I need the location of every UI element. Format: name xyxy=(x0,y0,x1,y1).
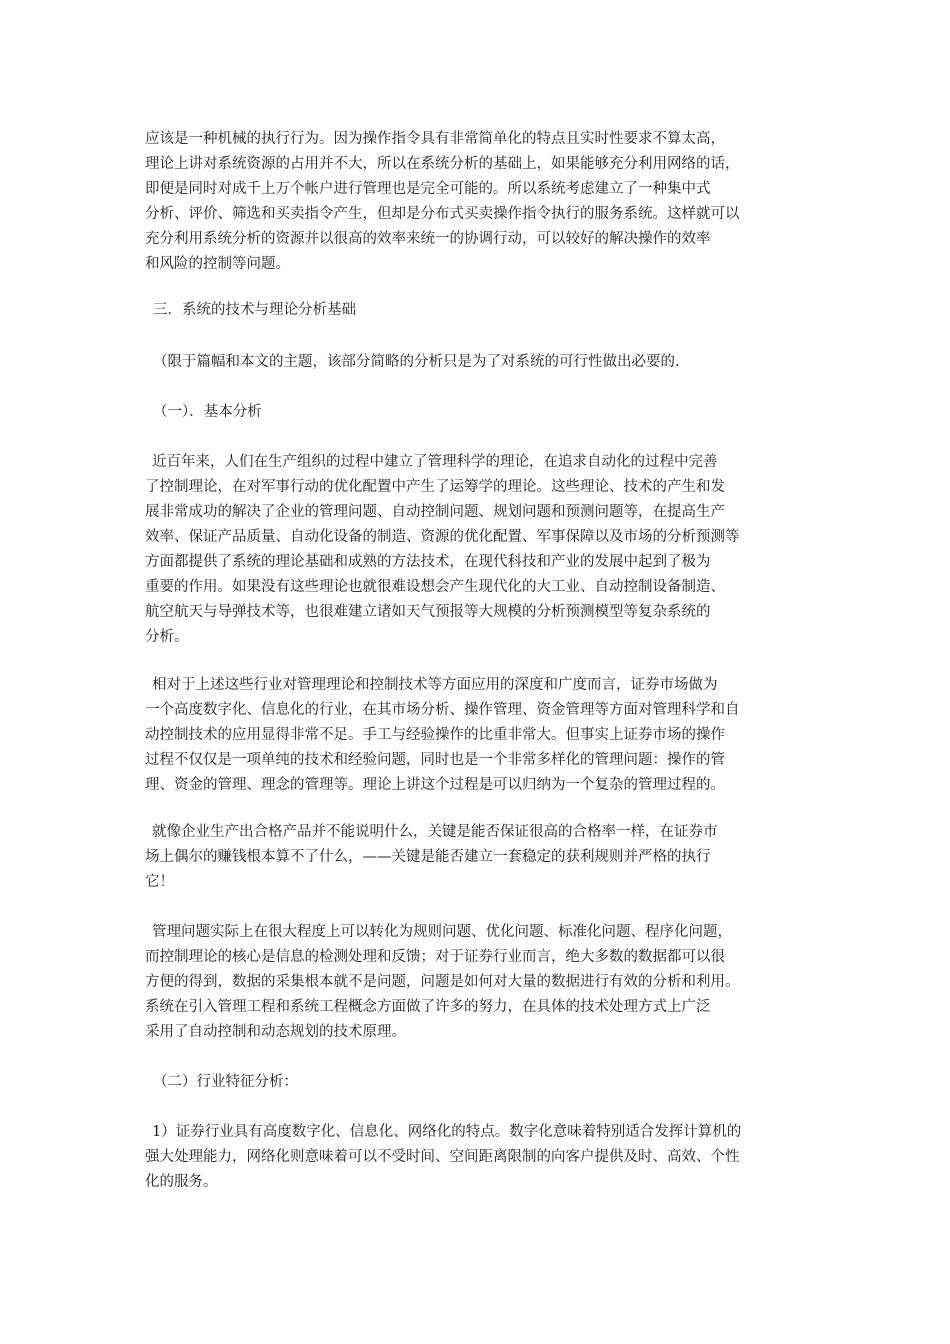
text-line: 即便是同时对成千上万个帐户进行管理也是完全可能的。所以系统考虑建立了一种集中式 xyxy=(145,181,711,197)
text-line: 一个高度数字化、信息化的行业，在其市场分析、操作管理、资金管理等方面对管理科学和自 xyxy=(145,702,740,718)
section-heading xyxy=(145,298,828,323)
text-line: 充分利用系统分析的资源并以很高的效率来统一的协调行动，可以较好的解决操作的效率 xyxy=(145,231,711,247)
text-line: 系统在引入管理工程和系统工程概念方面做了许多的努力，在具体的技术处理方式上广泛 xyxy=(145,999,711,1015)
text-line: 分析、评价、筛选和买卖指令产生，但却是分布式买卖操作指令执行的服务系统。这样就可以 xyxy=(145,206,740,222)
text-line: 效率、保证产品质量、自动化设备的制造、资源的优化配置、军事保障以及市场的分析预测等 xyxy=(145,529,740,545)
text-line: 理、资金的管理、理念的管理等。理论上讲这个过程是可以归纳为一个复杂的管理过程的。 xyxy=(145,777,725,793)
text-line: 近百年来，人们在生产组织的过程中建立了管理科学的理论，在追求自动化的过程中完善 xyxy=(152,454,718,470)
heading-text: （一）．基本分析 xyxy=(153,404,262,420)
text-line: 化的服务。 xyxy=(145,1174,218,1190)
text-line: 应该是一种机械的执行行为。因为操作指令具有非常简单化的特点且实时性要求不算太高， xyxy=(145,131,725,147)
text-line: 过程不仅仅是一项单纯的技术和经验问题，同时也是一个非常多样化的管理问题：操作的管 xyxy=(145,752,725,768)
analogy-paragraph xyxy=(145,820,820,895)
text-line: 展非常成功的解决了企业的管理问题、自动控制问题、规划问题和预测问题等，在提高生产 xyxy=(145,504,725,520)
intro-paragraph xyxy=(145,127,820,277)
subsection-heading xyxy=(145,1070,828,1095)
text-line: （限于篇幅和本文的主题，该部分简略的分析只是为了对系统的可行性做出必要的. xyxy=(153,354,680,370)
text-line: 重要的作用。如果没有这些理论也就很难设想会产生现代化的大工业、自动控制设备制造、 xyxy=(145,579,725,595)
text-line: 而控制理论的核心是信息的检测处理和反馈；对于证券行业而言，绝大多数的数据都可以很 xyxy=(145,949,725,965)
text-line: 了控制理论，在对军事行动的优化配置中产生了运筹学的理论。这些理论、技术的产生和发 xyxy=(145,479,725,495)
text-line: 理论上讲对系统资源的占用并不大，所以在系统分析的基础上，如果能够充分利用网络的话， xyxy=(145,156,740,172)
text-line: 它！ xyxy=(145,874,174,890)
securities-market-paragraph xyxy=(145,673,820,798)
text-line: 管理问题实际上在很大程度上可以转化为规则问题、优化问题、标准化问题、程序化问题， xyxy=(152,924,732,940)
text-line: 和风险的控制等问题。 xyxy=(145,256,290,272)
management-problem-paragraph xyxy=(145,920,820,1045)
text-line: 动控制技术的应用显得非常不足。手工与经验操作的比重非常大。但事实上证券市场的操作 xyxy=(145,727,725,743)
text-line: 方便的得到，数据的采集根本就不是问题，问题是如何对大量的数据进行有效的分析和利用。 xyxy=(145,974,740,990)
heading-text: （二）行业特征分析： xyxy=(153,1074,298,1090)
industry-feature-paragraph xyxy=(145,1120,820,1195)
scope-note xyxy=(145,350,828,375)
text-line: 航空航天与导弹技术等，也很难建立诸如天气预报等大规模的分析预测模型等复杂系统的 xyxy=(145,604,711,620)
text-line: 方面都提供了系统的理论基础和成熟的方法技术，在现代科技和产业的发展中起到了极为 xyxy=(145,554,711,570)
text-line: 强大处理能力，网络化则意味着可以不受时间、空间距离限制的向客户提供及时、高效、个性 xyxy=(145,1149,740,1165)
text-line: 分析。 xyxy=(145,629,189,645)
text-line: 就像企业生产出合格产品并不能说明什么，关键是能否保证很高的合格率一样，在证券市 xyxy=(152,824,718,840)
basic-analysis-paragraph xyxy=(145,450,820,650)
subsection-heading xyxy=(145,400,828,425)
heading-text: 三．系统的技术与理论分析基础 xyxy=(153,302,356,318)
text-line: 场上偶尔的赚钱根本算不了什么，——关键是能否建立一套稳定的获利规则并严格的执行 xyxy=(145,849,711,865)
text-line: 采用了自动控制和动态规划的技术原理。 xyxy=(145,1024,406,1040)
text-line: 1）证券行业具有高度数字化、信息化、网络化的特点。数字化意味着特别适合发挥计算机的 xyxy=(152,1124,742,1140)
text-line: 相对于上述这些行业对管理理论和控制技术等方面应用的深度和广度而言，证券市场做为 xyxy=(152,677,718,693)
